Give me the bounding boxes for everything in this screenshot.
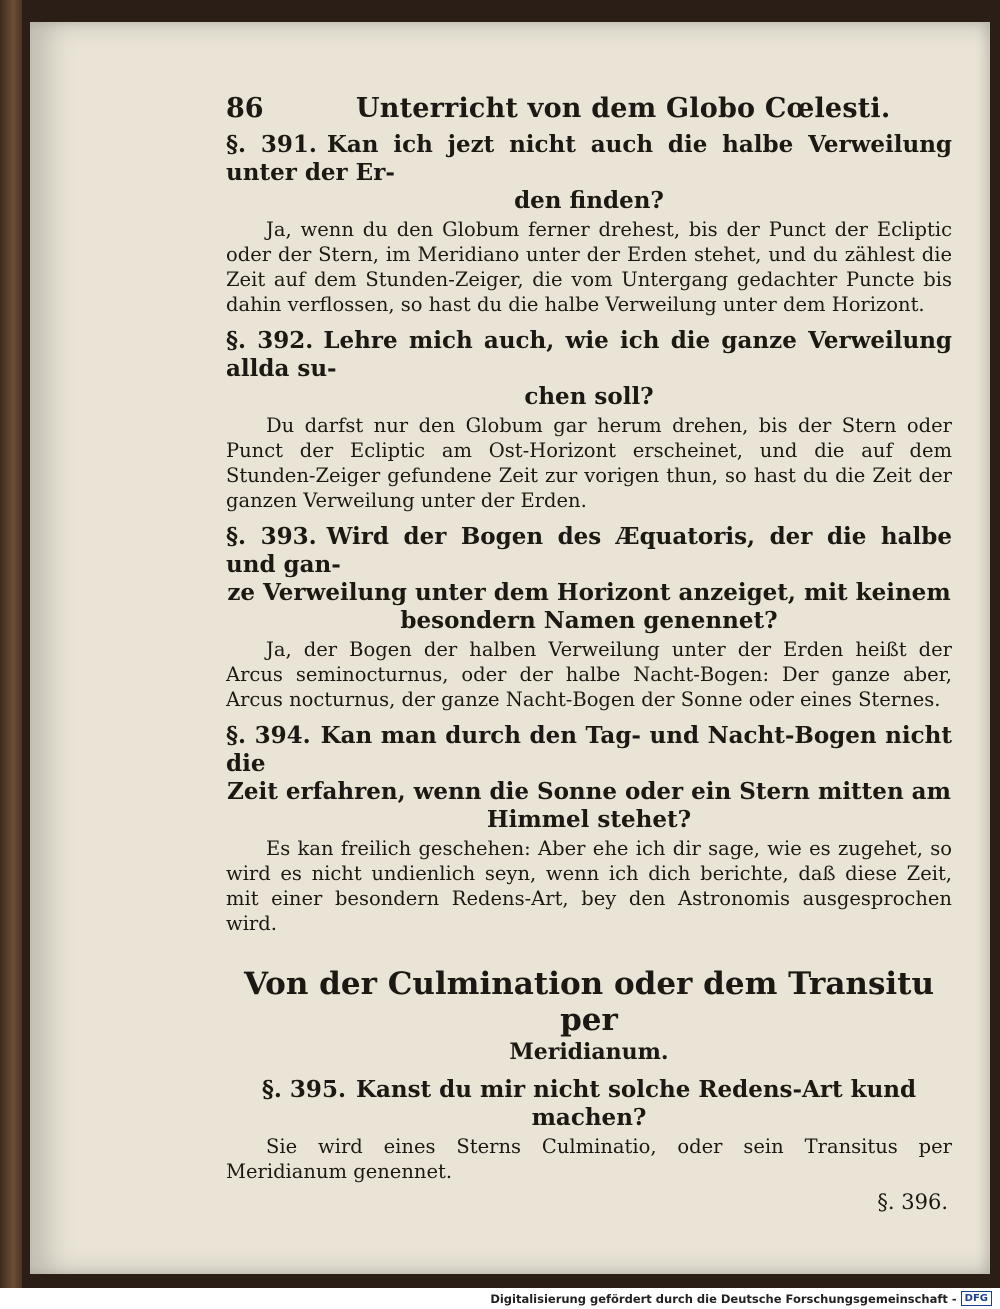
answer-text: Sie wird eines Sterns Culminatio, oder sein Transitus per Meridianum genennet. [226, 1135, 952, 1183]
entry-391 [226, 131, 952, 317]
question-text: Wird der Bogen des Æquatoris, der die halbe und gan- [226, 523, 953, 578]
footer-credit: Digitalisierung gefördert durch die Deutsche Forschungsgemeinschaft - [490, 1291, 957, 1306]
question-text: Kanst du mir nicht solche Redens-Art kund machen? [355, 1076, 917, 1131]
page-content [226, 93, 953, 1215]
question [226, 131, 952, 215]
page-number: 86 [226, 93, 264, 124]
question-continuation: den finden? [514, 187, 664, 214]
running-head [226, 93, 952, 124]
question [226, 1076, 952, 1132]
question-continuation: Zeit erfahren, wenn die Sonne oder ein Stern mitten am Himmel stehet? [227, 778, 951, 833]
answer-text: Ja, der Bogen der halben Verweilung unter der Erden heißt der Arcus seminocturnus, oder der halbe Nacht-Bogen: Der ganze aber, Arcus nocturnus, der ganze Nacht-Bogen der Sonne oder eines Sternes. [226, 638, 952, 711]
paragraph-number: §. 391. [226, 131, 317, 158]
paragraph-number: §. 392. [226, 327, 314, 354]
running-title: Unterricht von dem Globo Cœlesti. [356, 93, 891, 124]
question-text: Lehre mich auch, wie ich die ganze Verweilung allda su- [226, 327, 953, 382]
question-continuation: ze Verweilung unter dem Horizont anzeiget, mit keinem besondern Namen genennet? [227, 579, 951, 634]
answer-text: Du darfst nur den Globum gar herum drehen, bis der Stern oder Punct der Ecliptic am Ost-Horizont erscheinet, und die auf dem Stunden-Zeiger gefundene Zeit zur vorigen thun, so hast du die Zeit der ganzen Verweilung unter der Erden. [226, 414, 952, 512]
answer-text: Es kan freilich geschehen: Aber ehe ich dir sage, wie es zugehet, so wird es nicht undienlich seyn, wenn ich dich berichte, daß diese Zeit, mit einer besondern Redens-Art, bey den Astronomis ausgesprochen wird. [226, 837, 952, 935]
dfg-logo: DFG [961, 1291, 992, 1306]
section-subtitle: Meridianum. [509, 1039, 669, 1065]
question [226, 523, 952, 635]
paragraph-number: §. 394. [226, 722, 311, 749]
entry-395 [226, 1076, 952, 1184]
question-continuation: chen soll? [524, 383, 654, 410]
question [226, 722, 952, 834]
paragraph-number: §. 395. [261, 1076, 346, 1103]
entry-394 [226, 722, 952, 936]
section-title: Von der Culmination oder dem Transitu per [243, 966, 935, 1038]
paragraph-number: §. 393. [226, 523, 317, 550]
question-text: Kan ich jezt nicht auch die halbe Verweilung unter der Er- [226, 131, 952, 186]
question [226, 327, 952, 411]
answer-text: Ja, wenn du den Globum ferner drehest, bis der Punct der Ecliptic oder der Stern, im Meridiano unter der Erden stehet, und du zählest die Zeit auf dem Stunden-Zeiger, die vom Untergang gedachter Puncte bis dahin verflossen, so hast du die halbe Verweilung unter dem Horizont. [226, 218, 952, 316]
digitization-footer [0, 1288, 1000, 1309]
book-spine [0, 0, 22, 1288]
entry-392 [226, 327, 952, 513]
entry-393 [226, 523, 952, 712]
catchword: §. 396. [877, 1190, 948, 1214]
question-text: Kan man durch den Tag- und Nacht-Bogen nicht die [226, 722, 952, 777]
